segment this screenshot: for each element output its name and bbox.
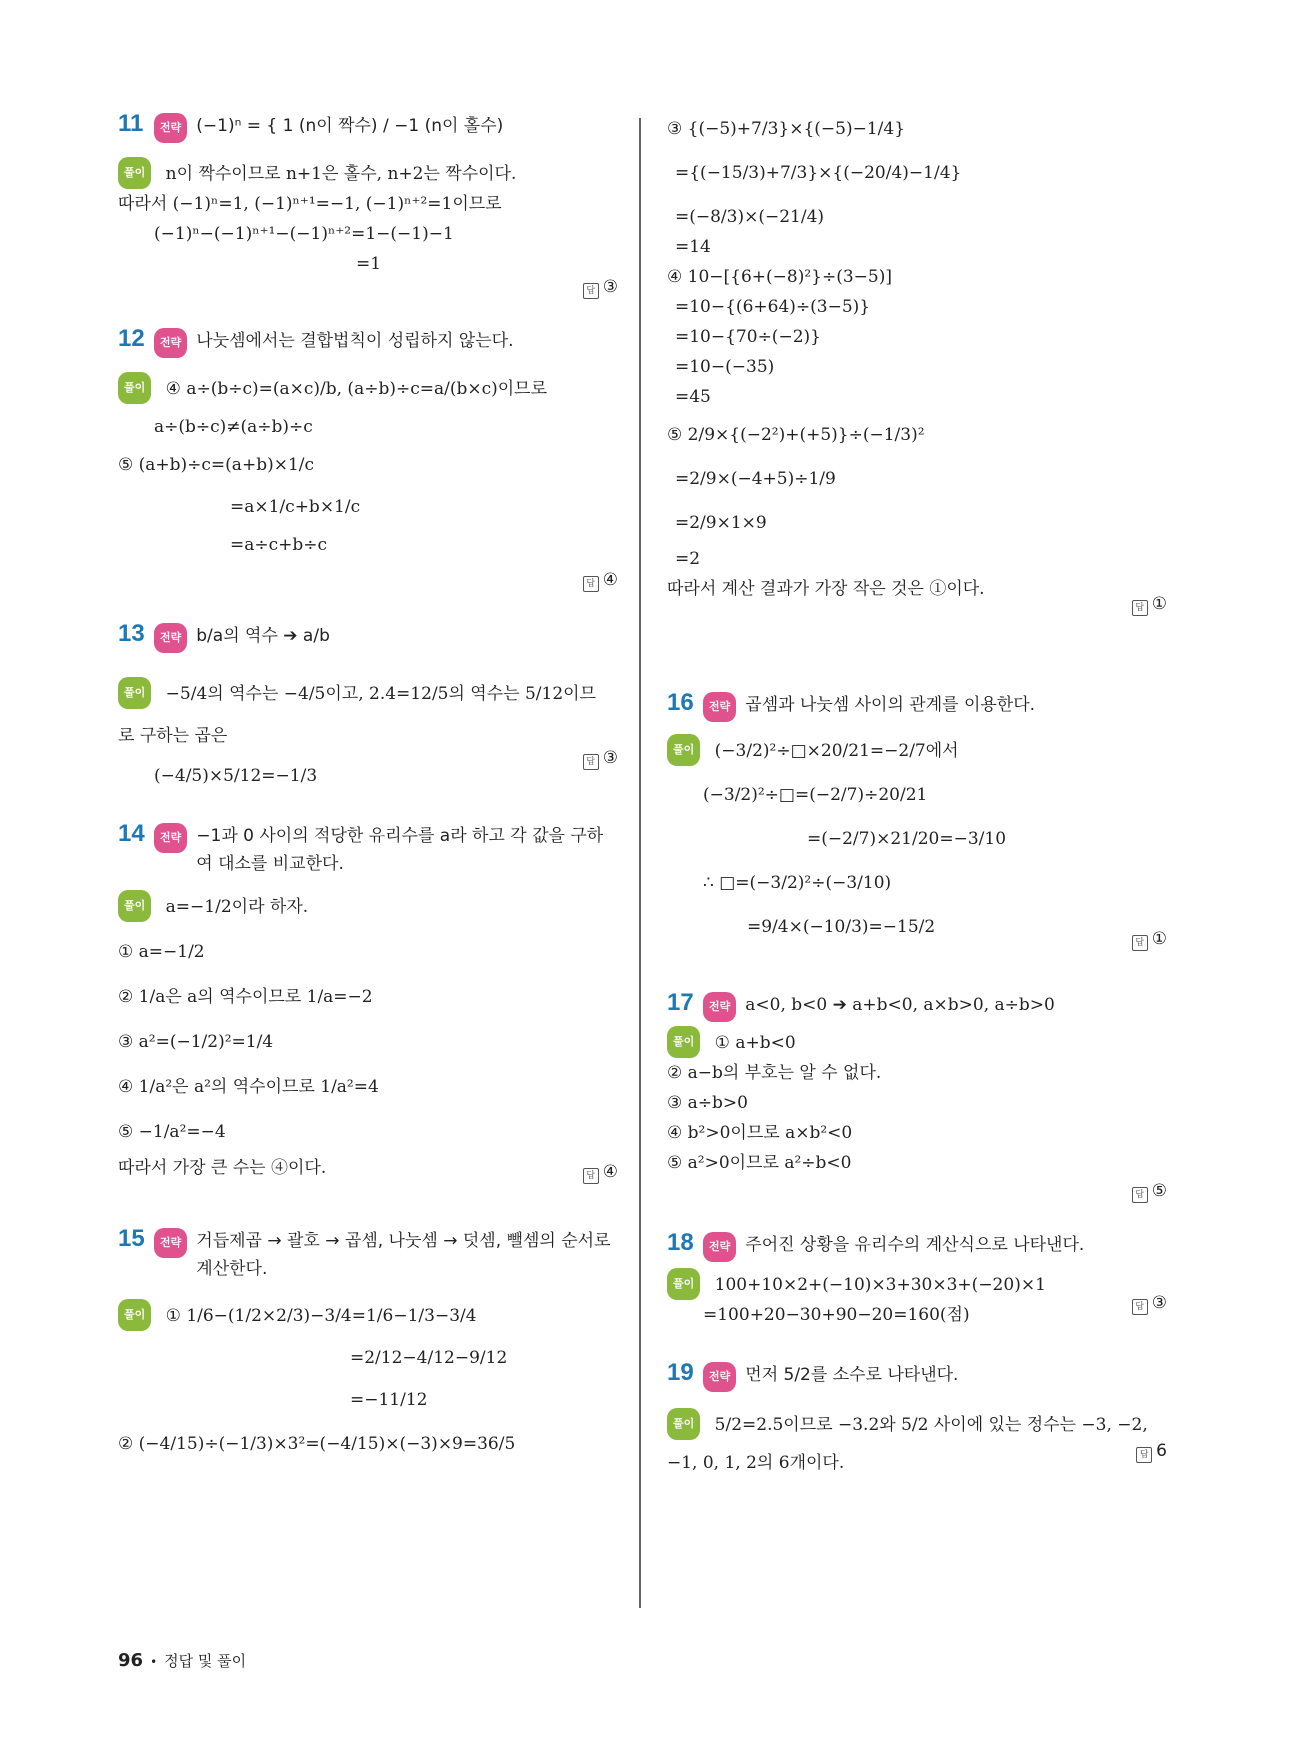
problem-number: 16 [667, 689, 694, 716]
answer-value: ① [1151, 594, 1167, 614]
answer-value: ③ [602, 748, 618, 768]
problem-number: 19 [667, 1359, 694, 1386]
solution-line: ④ 1/a²은 a²의 역수이므로 1/a²=4 [118, 1077, 379, 1097]
solution-line: =10−{(6+64)÷(3−5)} [675, 297, 871, 317]
strategy-tag: 전략 [154, 328, 187, 358]
solution-line: −5/4의 역수는 −4/5이고, 2.4=12/5의 역수는 5/12이므 [165, 684, 596, 704]
problem-number: 11 [118, 110, 144, 137]
answer-icon: 답 [583, 1168, 599, 1184]
strategy-text: a<0, b<0 ➔ a+b<0, a×b>0, a÷b>0 [745, 995, 1055, 1015]
solution-line: ③ {(−5)+7/3}×{(−5)−1/4} [667, 119, 906, 139]
right-column [667, 110, 1167, 1489]
answer [583, 277, 618, 299]
problem-18 [667, 1229, 1167, 1359]
strategy-text: 곱셈과 나눗셈 사이의 관계를 이용한다. [745, 695, 1036, 715]
answer [1132, 1293, 1167, 1315]
strategy-text: 주어진 상황을 유리수의 계산식으로 나타낸다. [745, 1235, 1085, 1255]
solution-line: =2/9×1×9 [675, 513, 767, 533]
solution-line: ③ a²=(−1/2)²=1/4 [118, 1032, 274, 1052]
solution-line: =100+20−30+90−20=160(점) [703, 1305, 970, 1325]
strategy-text: (−1)ⁿ = { 1 (n이 짝수) / −1 (n이 홀수) [196, 116, 504, 136]
strategy-text: 거듭제곱 → 괄호 → 곱셈, 나눗셈 → 덧셈, 뺄셈의 순서로 계산한다. [196, 1231, 611, 1279]
strategy-text: b/a의 역수 ➔ a/b [196, 626, 330, 646]
solution-line: (−3/2)²÷□=(−2/7)÷20/21 [703, 785, 928, 805]
solution-line: =14 [675, 237, 711, 257]
answer-value: ③ [602, 277, 618, 297]
solution-line: ① a+b<0 [714, 1033, 796, 1053]
strategy-tag: 전략 [154, 623, 187, 653]
answer-icon: 답 [583, 283, 599, 299]
strategy-text: 나눗셈에서는 결합법칙이 성립하지 않는다. [196, 331, 514, 351]
solution-line: =a×1/c+b×1/c [230, 497, 361, 517]
answer-icon: 답 [1136, 1447, 1152, 1463]
answer-icon: 답 [583, 576, 599, 592]
problem-19 [667, 1359, 1167, 1489]
solution-line: =1 [356, 254, 382, 274]
solution-line: n이 짝수이므로 n+1은 홀수, n+2는 짝수이다. [165, 164, 517, 184]
solution-tag: 풀이 [118, 157, 151, 189]
problem-13 [118, 620, 618, 820]
footer [118, 1650, 246, 1671]
solution-tag: 풀이 [667, 1026, 700, 1058]
problem-number: 15 [118, 1225, 145, 1252]
answer-value: ④ [602, 1162, 618, 1182]
answer [1132, 1181, 1167, 1203]
column-divider [639, 118, 641, 1608]
solution-line: 로 구하는 곱은 [118, 726, 228, 746]
solution-line: 5/2=2.5이므로 −3.2와 5/2 사이에 있는 정수는 −3, −2, [714, 1415, 1148, 1435]
answer-value: ⑤ [1151, 1181, 1167, 1201]
answer [1132, 594, 1167, 616]
answer [583, 748, 618, 770]
problem-number: 18 [667, 1229, 694, 1256]
problem-15-continued [667, 114, 1167, 689]
left-column [118, 110, 618, 1459]
solution-tag: 풀이 [118, 1299, 151, 1331]
solution-tag: 풀이 [667, 734, 700, 766]
solution-tag: 풀이 [667, 1268, 700, 1300]
solution-line: ⑤ −1/a²=−4 [118, 1122, 226, 1142]
answer-icon: 답 [583, 754, 599, 770]
solution-line: a=−1/2이라 하자. [165, 897, 309, 917]
solution-line: =45 [675, 387, 711, 407]
strategy-tag: 전략 [703, 992, 736, 1022]
solution-line: ⑤ a²>0이므로 a²÷b<0 [667, 1153, 852, 1173]
problem-16 [667, 689, 1167, 989]
problem-number: 17 [667, 989, 694, 1016]
solution-line: ③ a÷b>0 [667, 1093, 748, 1113]
answer-value: ① [1151, 929, 1167, 949]
problem-number: 12 [118, 325, 145, 352]
solution-line: ① a=−1/2 [118, 942, 205, 962]
problem-15 [118, 1225, 618, 1459]
solution-tag: 풀이 [667, 1408, 700, 1440]
solution-line: ④ b²>0이므로 a×b²<0 [667, 1123, 853, 1143]
solution-line: =2/9×(−4+5)÷1/9 [675, 469, 836, 489]
solution-line: ④ 10−[{6+(−8)²}÷(3−5)] [667, 267, 893, 287]
solution-line: ∴ □=(−3/2)²÷(−3/10) [703, 873, 892, 893]
solution-line: 따라서 가장 큰 수는 ④이다. [118, 1158, 327, 1178]
solution-line: =10−{70÷(−2)} [675, 327, 821, 347]
problem-12 [118, 325, 618, 620]
problem-11 [118, 110, 618, 325]
strategy-tag: 전략 [703, 1362, 736, 1392]
answer [1132, 929, 1167, 951]
answer-icon: 답 [1132, 1299, 1148, 1315]
solution-line: ⑤ (a+b)÷c=(a+b)×1/c [118, 455, 315, 475]
strategy-text: 먼저 5/2를 소수로 나타낸다. [745, 1365, 959, 1385]
solution-line: ⑤ 2/9×{(−2²)+(+5)}÷(−1/3)² [667, 425, 925, 445]
answer-icon: 답 [1132, 600, 1148, 616]
answer-value: 6 [1156, 1441, 1167, 1461]
solution-line: −1, 0, 1, 2의 6개이다. [667, 1453, 845, 1473]
solution-tag: 풀이 [118, 677, 151, 709]
solution-line: a÷(b÷c)≠(a÷b)÷c [154, 417, 313, 437]
solution-line: =2 [675, 549, 701, 569]
solution-line: 100+10×2+(−10)×3+30×3+(−20)×1 [714, 1275, 1046, 1295]
problem-14 [118, 820, 618, 1225]
answer-icon: 답 [1132, 935, 1148, 951]
solution-line: =(−8/3)×(−21/4) [675, 207, 825, 227]
strategy-tag: 전략 [703, 692, 736, 722]
answer-value: ③ [1151, 1293, 1167, 1313]
solution-line: ② a−b의 부호는 알 수 없다. [667, 1063, 882, 1083]
solution-line: (−4/5)×5/12=−1/3 [154, 766, 318, 786]
solution-line: 따라서 계산 결과가 가장 작은 것은 ①이다. [667, 579, 985, 599]
solution-line: ② 1/a은 a의 역수이므로 1/a=−2 [118, 987, 373, 1007]
solution-line: =9/4×(−10/3)=−15/2 [747, 917, 936, 937]
strategy-tag: 전략 [154, 113, 187, 143]
strategy-text: −1과 0 사이의 적당한 유리수를 a라 하고 각 값을 구하여 대소를 비교한다. [196, 826, 604, 874]
solution-tag: 풀이 [118, 372, 151, 404]
solution-line: (−1)ⁿ−(−1)ⁿ⁺¹−(−1)ⁿ⁺²=1−(−1)−1 [154, 224, 454, 244]
footer-label: 정답 및 풀이 [164, 1652, 247, 1670]
solution-line: (−3/2)²÷□×20/21=−2/7에서 [714, 741, 959, 761]
solution-line: =a÷c+b÷c [230, 535, 328, 555]
page-number: 96 [118, 1650, 144, 1671]
answer [1136, 1441, 1167, 1463]
strategy-tag: 전략 [154, 1228, 187, 1258]
solution-tag: 풀이 [118, 890, 151, 922]
solution-line: ① 1/6−(1/2×2/3)−3/4=1/6−1/3−3/4 [165, 1306, 477, 1326]
strategy-tag: 전략 [154, 823, 187, 853]
answer-value: ④ [602, 570, 618, 590]
solution-line: ={(−15/3)+7/3}×{(−20/4)−1/4} [675, 163, 962, 183]
solution-line: =2/12−4/12−9/12 [350, 1348, 508, 1368]
problem-number: 14 [118, 820, 145, 847]
solution-line: =−11/12 [350, 1390, 428, 1410]
solution-line: 따라서 (−1)ⁿ=1, (−1)ⁿ⁺¹=−1, (−1)ⁿ⁺²=1이므로 [118, 194, 502, 214]
solution-line: ④ a÷(b÷c)=(a×c)/b, (a÷b)÷c=a/(b×c)이므로 [165, 379, 548, 399]
problem-17 [667, 989, 1167, 1229]
problem-number: 13 [118, 620, 145, 647]
solution-line: ② (−4/15)÷(−1/3)×3²=(−4/15)×(−3)×9=36/5 [118, 1434, 516, 1454]
answer-icon: 답 [1132, 1187, 1148, 1203]
solution-line: =10−(−35) [675, 357, 775, 377]
separator-dot-icon: • [150, 1655, 158, 1669]
answer [583, 570, 618, 592]
solution-line: =(−2/7)×21/20=−3/10 [807, 829, 1007, 849]
strategy-tag: 전략 [703, 1232, 736, 1262]
answer [583, 1162, 618, 1184]
